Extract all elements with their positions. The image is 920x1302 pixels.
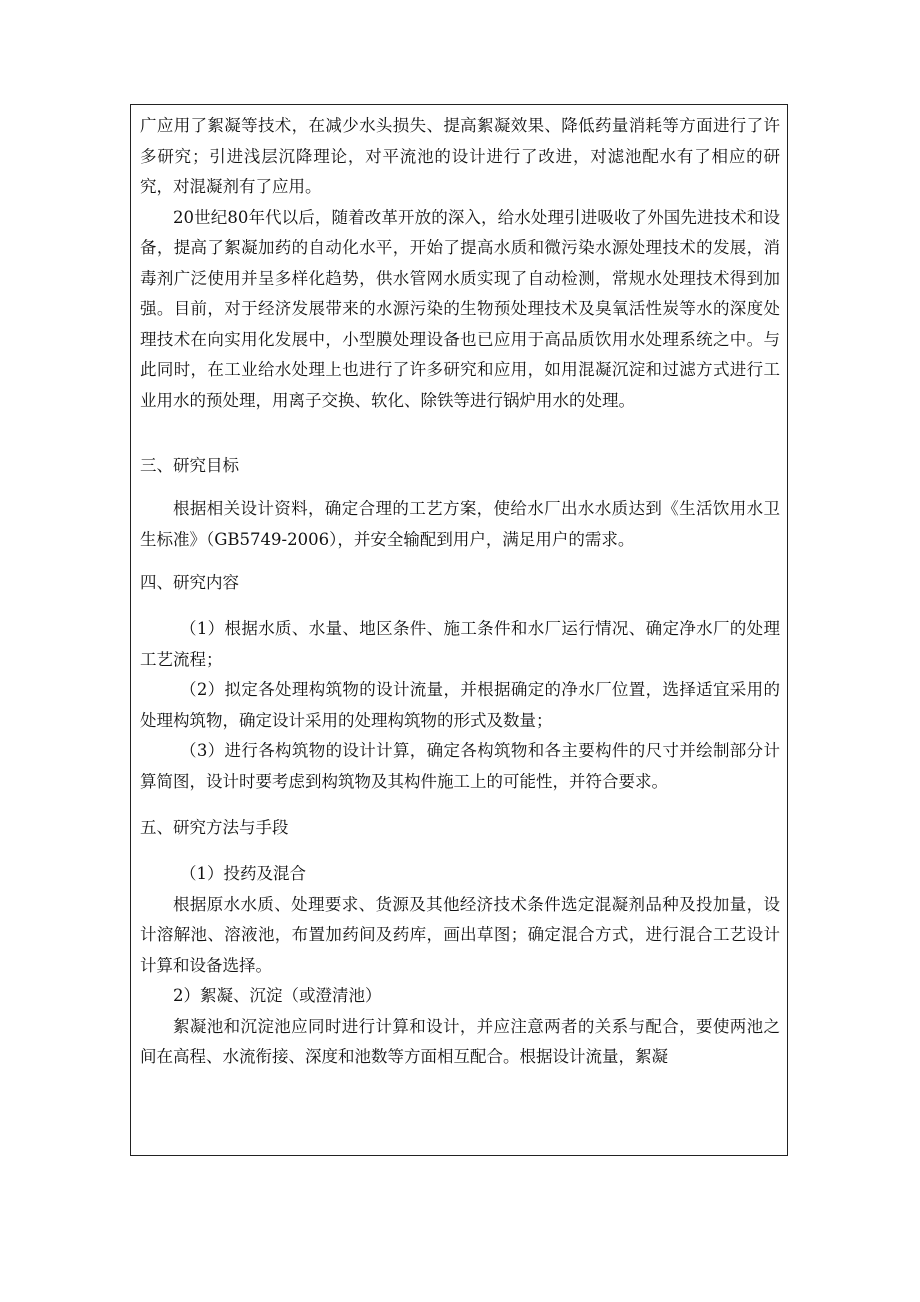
- heading-research-goal: 三、研究目标: [140, 456, 239, 475]
- paragraph-history-continued: 广应用了絮凝等技术，在减少水头损失、提高絮凝效果、降低药量消耗等方面进行了许多研究；引进浅层沉降理论，对平流池的设计进行了改进，对滤池配水有了相应的研究，对混凝剂有了应用。: [140, 116, 780, 196]
- paragraph-flocculation-sedimentation: 絮凝池和沉淀池应同时进行计算和设计，并应注意两者的关系与配合，要使两池之间在高程、水流衔接、深度和池数等方面相互配合。根据设计流量，絮凝: [140, 1016, 780, 1066]
- heading-research-methods: 五、研究方法与手段: [140, 818, 289, 837]
- document-table-cell: [130, 104, 788, 1156]
- research-content-item-3: （3）进行各构筑物的设计计算，确定各构筑物和各主要构件的尺寸并绘制部分计算简图，设计时要考虑到构筑物及其构件施工上的可能性，并符合要求。: [140, 741, 780, 791]
- paragraph-research-goal: 根据相关设计资料，确定合理的工艺方案，使给水厂出水水质达到《生活饮用水卫生标准》（GB5749-2006），并安全输配到用户，满足用户的需求。: [140, 499, 780, 549]
- method-subheading-dosing: （1）投药及混合: [180, 864, 306, 883]
- paragraph-1980s-development: 20世纪80年代以后，随着改革开放的深入，给水处理引进吸收了外国先进技术和设备，提高了絮凝加药的自动化水平，开始了提高水质和微污染水源处理技术的发展，消毒剂广泛使用并呈多样化趋势，供水管网水质实现了自动检测，常规水处理技术得到加强。目前，对于经济发展带来的水源污染的生物预处理技术及臭氧活性炭等水的深度处理技术在向实用化发展中，小型膜处理设备也已应用于高品质饮用水处理系统之中。与此同时，在工业给水处理上也进行了许多研究和应用，如用混凝沉淀和过滤方式进行工业用水的预处理，用离子交换、软化、除铁等进行锅炉用水的处理。: [140, 207, 780, 410]
- research-content-item-1: （1）根据水质、水量、地区条件、施工条件和水厂运行情况、确定净水厂的处理工艺流程；: [140, 619, 780, 669]
- method-subheading-flocculation: 2）絮凝、沉淀（或澄清池）: [173, 986, 382, 1005]
- research-content-item-2: （2）拟定各处理构筑物的设计流量，并根据确定的净水厂位置，选择适宜采用的处理构筑物，确定设计采用的处理构筑物的形式及数量；: [140, 680, 780, 730]
- heading-research-content: 四、研究内容: [140, 573, 239, 592]
- paragraph-dosing-mixing: 根据原水水质、处理要求、货源及其他经济技术条件选定混凝剂品种及投加量，设计溶解池、溶液池，布置加药间及药库，画出草图；确定混合方式，进行混合工艺设计计算和设备选择。: [140, 894, 780, 975]
- document-body: [140, 111, 780, 1073]
